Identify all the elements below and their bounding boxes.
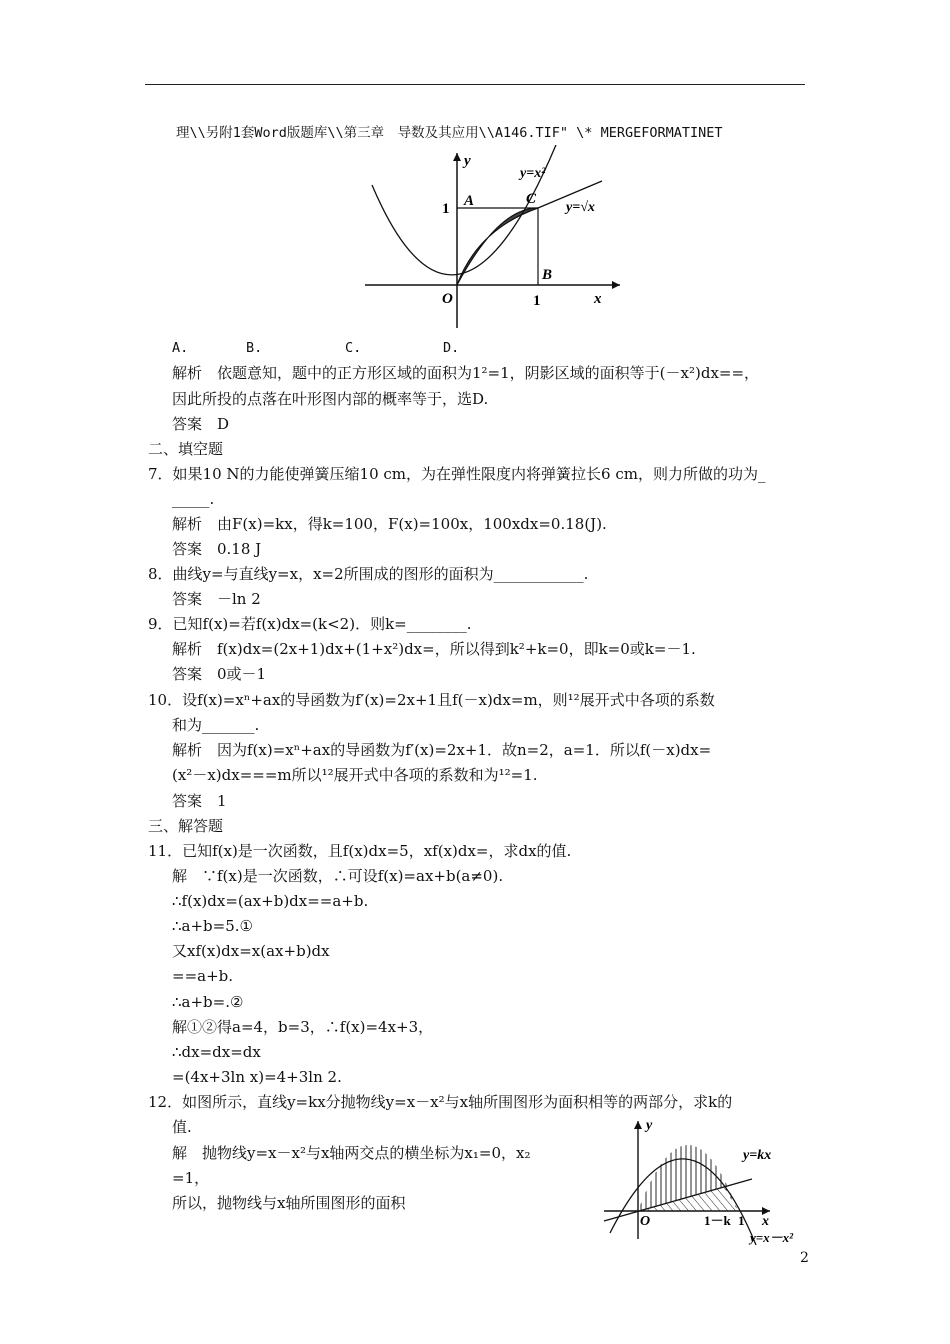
q10-text: 10．设f(x)=xⁿ+ax的导函数为f′(x)=2x+1且f(－x)dx=m，则¹²展开式中各项的系数: [148, 691, 715, 709]
figure-leaf-shape: [330, 145, 630, 330]
q11-line: ∴a+b=.②: [172, 993, 244, 1011]
fig2-tick-1-minus-k: 1－k: [704, 1213, 731, 1228]
fig1-x-one: 1: [533, 293, 541, 309]
q7-text: 7．如果10 N的力能使弹簧压缩10 cm，为在弹性限度内将弹簧拉长6 cm，则力所做的功为_: [148, 465, 766, 483]
fig2-y-label: y: [646, 1118, 653, 1133]
option-c: C.: [345, 340, 362, 356]
header-rule: [145, 84, 805, 85]
q11-text: 11．已知f(x)是一次函数，且f(x)dx=5，xf(x)dx=，求dx的值.: [148, 842, 572, 860]
option-b: B.: [246, 340, 263, 356]
section-fill-blank: 二、填空题: [148, 440, 224, 458]
fig1-y-label: y: [464, 153, 471, 169]
q7-analysis: 解析 由F(x)=kx，得k=100，F(x)=100x，100xdx=0.18(J).: [172, 515, 607, 533]
q12-solution: =1，: [172, 1169, 210, 1187]
q11-line: ∴dx=dx=dx: [172, 1043, 261, 1061]
q12-text: 12．如图所示，直线y=kx分抛物线y=x－x²与x轴所围图形为面积相等的两部分，求k的: [148, 1093, 733, 1111]
fig2-line-label: y=kx: [743, 1148, 772, 1163]
q11-line: 又xf(x)dx=x(ax+b)dx: [172, 942, 330, 960]
q6-analysis-cont: 因此所投的点落在叶形图内部的概率等于，选D.: [172, 390, 489, 408]
fig1-curve-sqrt: y=√x: [566, 200, 595, 215]
q9-answer: 答案 0或－1: [172, 665, 267, 683]
q6-analysis: 解析 依题意知，题中的正方形区域的面积为1²=1，阴影区域的面积等于(－x²)dx==，: [172, 364, 760, 382]
q7-answer: 答案 0.18 J: [172, 540, 262, 558]
q11-line: ==a+b.: [172, 967, 234, 985]
q11-line: 解 ∵f(x)是一次函数，∴可设f(x)=ax+b(a≠0).: [172, 867, 504, 885]
fig1-curve-parabola: y=x²: [520, 166, 546, 181]
option-d: D.: [443, 340, 460, 356]
fig2-origin-label: O: [640, 1214, 651, 1229]
fig2-curve-label: y=x－x²: [750, 1230, 794, 1245]
q12-text-cont: 值.: [172, 1118, 192, 1136]
fig1-point-b: B: [542, 267, 553, 283]
q10-analysis-cont: (x²－x)dx===m所以¹²展开式中各项的系数和为¹²=1.: [172, 766, 538, 784]
q11-line: =(4x+3ln x)=4+3ln 2.: [172, 1068, 342, 1086]
q12-solution: 所以，抛物线与x轴所围图形的面积: [172, 1194, 406, 1212]
page-number: 2: [800, 1250, 809, 1266]
fig2-tick-1: 1: [738, 1213, 745, 1228]
q10-answer: 答案 1: [172, 792, 227, 810]
image-path-text: 理\\另附1套Word版题库\\第三章 导数及其应用\\A146.TIF" \* MERGEFORMATINET: [176, 125, 723, 141]
q9-text: 9．已知f(x)=若f(x)dx=(k<2)．则k=________.: [148, 615, 472, 633]
option-a: A.: [172, 340, 189, 356]
q11-line: ∴a+b=5.①: [172, 917, 253, 935]
q6-answer: 答案 D: [172, 415, 230, 433]
q8-text: 8．曲线y=与直线y=x，x=2所围成的图形的面积为____________.: [148, 565, 589, 583]
q11-line: ∴f(x)dx=(ax+b)dx==a+b.: [172, 892, 369, 910]
fig1-y-one: 1: [442, 201, 450, 217]
fig1-point-c: C: [526, 191, 537, 207]
q10-analysis: 解析 因为f(x)=xⁿ+ax的导函数为f′(x)=2x+1．故n=2，a=1．所以f(－x)dx=: [172, 741, 712, 759]
q7-text-cont: _____.: [172, 490, 215, 508]
fig1-origin-label: O: [442, 291, 453, 307]
fig2-x-label: x: [762, 1214, 769, 1229]
q10-text-cont: 和为_______.: [172, 716, 260, 734]
q11-line: 解①②得a=4，b=3，∴f(x)=4x+3，: [172, 1018, 434, 1036]
section-solve: 三、解答题: [148, 817, 224, 835]
q9-analysis: 解析 f(x)dx=(2x+1)dx+(1+x²)dx=，所以得到k²+k=0，即k=0或k=－1.: [172, 640, 696, 658]
q12-solution: 解 抛物线y=x－x²与x轴两交点的横坐标为x₁=0，x₂: [172, 1144, 531, 1162]
figure-parabola-line: [600, 1115, 810, 1247]
fig1-point-a: A: [464, 193, 475, 209]
q8-answer: 答案 －ln 2: [172, 590, 261, 608]
fig1-x-label: x: [594, 291, 602, 307]
